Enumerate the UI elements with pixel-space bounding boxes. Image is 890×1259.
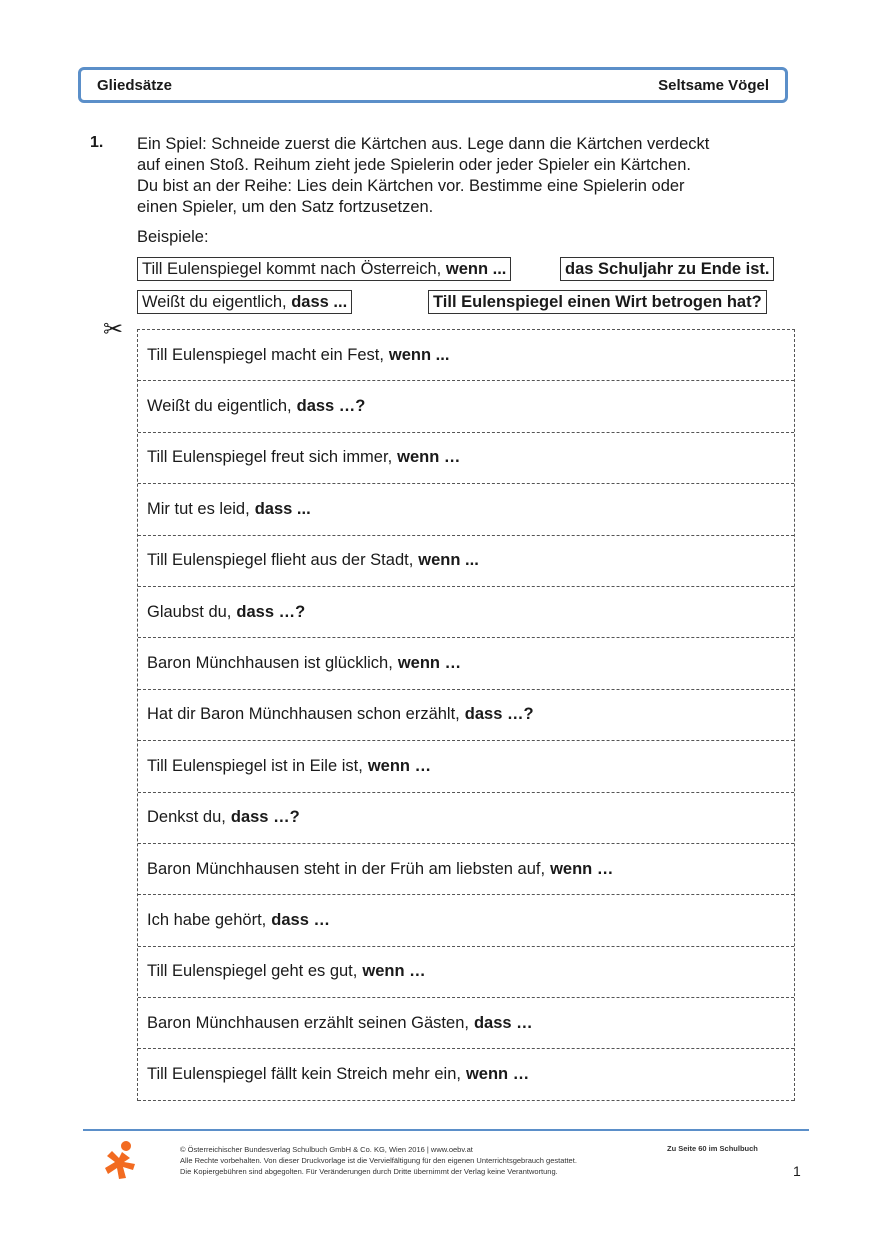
task-number: 1.	[90, 134, 104, 151]
footer-divider	[83, 1129, 809, 1131]
footer-copyright	[180, 1144, 577, 1177]
card-conjunction: wenn …	[367, 756, 432, 775]
instruction-line: auf einen Stoß. Reihum zieht jede Spielerin oder jeder Spieler ein Kärtchen.	[137, 156, 691, 174]
card-conjunction: dass …?	[464, 705, 534, 724]
card	[138, 844, 794, 895]
example-card	[137, 257, 511, 281]
scissors-icon: ✂	[103, 316, 124, 343]
card-conjunction: wenn ...	[418, 551, 479, 570]
card	[138, 690, 794, 741]
card	[138, 895, 794, 946]
card-text: Baron Münchhausen ist glücklich,	[147, 654, 393, 673]
card	[138, 381, 794, 432]
task-instructions	[137, 134, 757, 218]
card	[138, 1049, 794, 1100]
card	[138, 587, 794, 638]
card-text: Till Eulenspiegel macht ein Fest,	[147, 345, 384, 364]
example-text: Till Eulenspiegel kommt nach Österreich,	[142, 260, 442, 278]
card-text: Baron Münchhausen steht in der Früh am liebsten auf,	[147, 859, 546, 878]
card	[138, 638, 794, 689]
card	[138, 793, 794, 844]
card-conjunction: wenn …	[397, 448, 461, 467]
card	[138, 741, 794, 792]
card-text: Baron Münchhausen erzählt seinen Gästen,	[147, 1013, 469, 1032]
card-conjunction: dass …?	[236, 602, 306, 621]
example-card	[560, 257, 774, 281]
card-text: Denkst du,	[147, 808, 226, 827]
card	[138, 330, 794, 381]
page-number: 1	[793, 1163, 801, 1179]
card-text: Weißt du eigentlich,	[147, 397, 292, 416]
example-card	[428, 290, 767, 314]
card-conjunction: wenn ...	[388, 345, 450, 364]
card	[138, 433, 794, 484]
card-text: Till Eulenspiegel fällt kein Streich mehr ein,	[147, 1065, 461, 1084]
card-conjunction: wenn …	[550, 859, 614, 878]
example-bold: Till Eulenspiegel einen Wirt betrogen hat?	[433, 293, 762, 311]
card-list	[137, 329, 795, 1101]
card	[138, 484, 794, 535]
example-bold: das Schuljahr zu Ende ist.	[565, 260, 770, 278]
example-bold: dass ...	[291, 293, 348, 311]
card-text: Till Eulenspiegel ist in Eile ist,	[147, 756, 363, 775]
footer-reference: Zu Seite 60 im Schulbuch	[667, 1144, 758, 1153]
footer-line: Alle Rechte vorbehalten. Von dieser Druckvorlage ist die Vervielfältigung für den eigenen Unterrichtsgebrauch gestattet.	[180, 1156, 577, 1165]
footer-line: Die Kopiergebühren sind abgegolten. Für Veränderungen durch Dritte übernimmt der Verlag keine Verantwortung.	[180, 1167, 558, 1176]
card-text: Ich habe gehört,	[147, 910, 267, 929]
page-header	[78, 67, 788, 103]
card-conjunction: dass ...	[254, 499, 311, 518]
footer-line: © Österreichischer Bundesverlag Schulbuch GmbH & Co. KG, Wien 2016 | www.oebv.at	[180, 1145, 473, 1154]
card-conjunction: dass …?	[230, 808, 300, 827]
card	[138, 536, 794, 587]
card-conjunction: dass …?	[296, 397, 366, 416]
card	[138, 947, 794, 998]
card-conjunction: wenn …	[465, 1065, 530, 1084]
example-card	[137, 290, 352, 314]
card-conjunction: dass …	[271, 910, 330, 929]
card-text: Hat dir Baron Münchhausen schon erzählt,	[147, 705, 460, 724]
card-text: Glaubst du,	[147, 602, 232, 621]
card-text: Till Eulenspiegel geht es gut,	[147, 962, 358, 981]
example-text: Weißt du eigentlich,	[142, 293, 287, 311]
card-conjunction: wenn …	[362, 962, 426, 981]
card	[138, 998, 794, 1049]
card-text: Till Eulenspiegel freut sich immer,	[147, 448, 393, 467]
instruction-line: Ein Spiel: Schneide zuerst die Kärtchen aus. Lege dann die Kärtchen verdeckt	[137, 135, 710, 153]
instruction-line: Du bist an der Reihe: Lies dein Kärtchen vor. Bestimme eine Spielerin oder	[137, 177, 685, 195]
header-title: Seltsame Vögel	[658, 76, 769, 94]
card-text: Mir tut es leid,	[147, 499, 250, 518]
instruction-line: einen Spieler, um den Satz fortzusetzen.	[137, 198, 434, 216]
card-conjunction: dass …	[473, 1013, 533, 1032]
card-text: Till Eulenspiegel flieht aus der Stadt,	[147, 551, 414, 570]
example-bold: wenn ...	[445, 260, 507, 278]
oebv-logo	[104, 1140, 140, 1180]
examples-label: Beispiele:	[137, 228, 209, 246]
header-topic: Gliedsätze	[97, 76, 173, 94]
card-conjunction: wenn …	[397, 654, 462, 673]
